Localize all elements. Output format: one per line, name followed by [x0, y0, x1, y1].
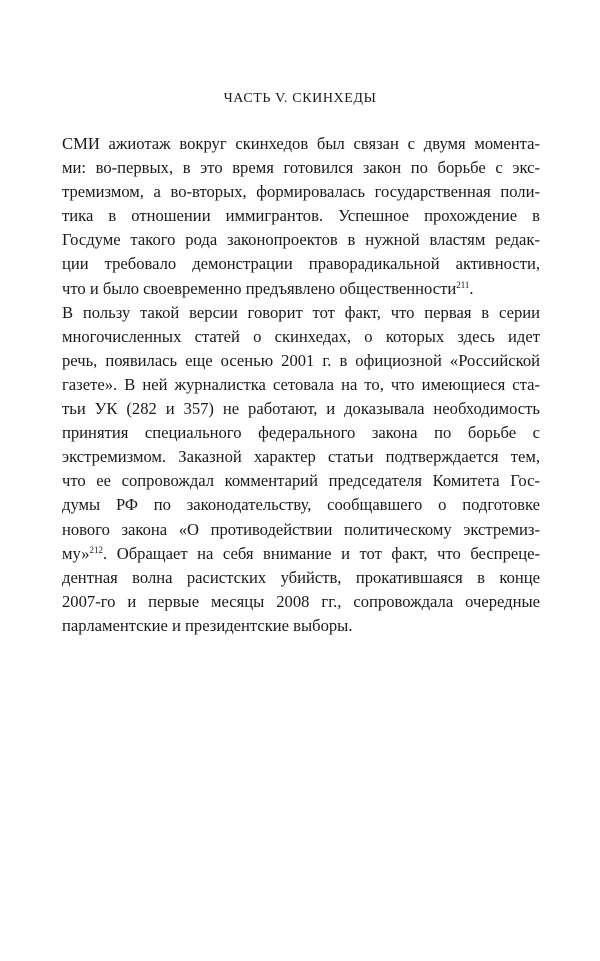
- text-line: принятия специального федерального закона по борьбе с: [62, 423, 540, 443]
- text-line: что ее сопровождал комментарий председателя Комитета Гос-: [62, 471, 540, 491]
- text-line: ции требовало демонстрации праворадикальной активности,: [62, 254, 540, 274]
- text-line: нового закона «О противодействии политическому экстремиз-: [62, 519, 540, 539]
- text-line: тьи УК (282 и 357) не работают, и доказывала необходимость: [62, 399, 540, 419]
- text-line: тика в отношении иммигрантов. Успешное прохождение в: [62, 206, 540, 226]
- text-line: 2007-го и первые месяцы 2008 гг., сопровождала очередные: [62, 591, 540, 611]
- footnote-ref-212: 212: [89, 544, 104, 555]
- text-line: [62, 542, 540, 566]
- text-line: СМИ ажиотаж вокруг скинхедов был связан с двумя момента-: [62, 134, 540, 153]
- text-line: думы РФ по законодательству, сообщавшего о подготовке: [62, 495, 540, 515]
- text-line-content: му»: [62, 543, 90, 563]
- text-line: В пользу такой версии говорит тот факт, что первая в серии: [62, 302, 540, 322]
- text-line: парламентские и президентские выборы.: [62, 615, 353, 635]
- text-line-content: что и было своевременно предъявлено общественности: [62, 278, 457, 298]
- text-line: газете». В ней журналистка сетовала на то, что имеющиеся ста-: [62, 374, 540, 394]
- footnote-ref-211: 211: [456, 279, 470, 290]
- footnote-punct: .: [103, 543, 117, 563]
- running-head: ЧАСТЬ V. СКИНХЕДЫ: [223, 91, 377, 106]
- text-line: многочисленных статей о скинхедах, о которых здесь идет: [62, 326, 540, 346]
- body-text: [62, 132, 540, 638]
- text-line: экстремизмом. Заказной характер статьи подтверждается тем,: [62, 447, 540, 467]
- text-line: [62, 277, 540, 301]
- text-line: Госдуме такого рода законопроектов в нужной властям редак-: [62, 230, 540, 250]
- text-line: тремизмом, а во-вторых, формировалась государственная поли-: [62, 182, 540, 202]
- text-line: дентная волна расистских убийств, прокатившаяся в конце: [62, 567, 540, 587]
- text-line: ми: во-первых, в это время готовился закон по борьбе с экс-: [62, 158, 540, 178]
- text-line: речь, появилась еще осенью 2001 г. в официозной «Российской: [62, 350, 540, 370]
- text-line-content: Обращает на себя внимание и тот факт, что беспреце-: [116, 543, 541, 563]
- footnote-punct: .: [469, 278, 474, 298]
